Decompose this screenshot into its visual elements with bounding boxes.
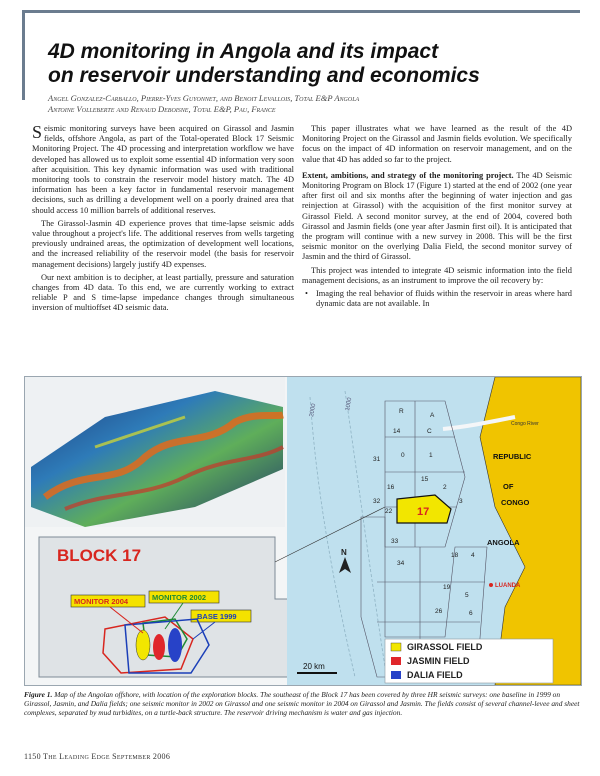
page-footer: 1150 The Leading Edge September 2006 xyxy=(24,752,171,761)
map-label-angola: ANGOLA xyxy=(487,538,520,547)
figure-caption xyxy=(24,690,580,717)
map-label-22: 22 xyxy=(385,508,393,515)
map-label-26: 26 xyxy=(435,608,443,615)
paragraph: Our next ambition is to decipher, at least partially, pressure and saturation changes from 4D data. To this end, we are currently working to extract reliable P and S time-lapse impedance changes through simultaneous inversion of multioffset 4D seismic data. xyxy=(32,272,294,313)
section-heading: Extent, ambitions, and strategy of the monitoring project. xyxy=(302,170,514,180)
map-label-18: 18 xyxy=(451,552,459,559)
monitor-2002-label: MONITOR 2002 xyxy=(152,593,207,602)
block-17-map-label: 17 xyxy=(417,506,430,518)
map-label-0: 0 xyxy=(401,452,405,459)
map-label-r: R xyxy=(399,408,404,415)
authors-line-2: Antoine Volleberte and Renaud Deboisne, Total E&P, Pau, France xyxy=(48,104,276,114)
map-label-c: C xyxy=(427,428,432,435)
map-label-19: 19 xyxy=(443,584,451,591)
map-label-a: A xyxy=(430,412,435,419)
drop-cap: S xyxy=(32,122,43,142)
map-label-31: 31 xyxy=(373,456,381,463)
paragraph: Seismic monitoring surveys have been acquired on Girassol and Jasmin fields, offshore Angola, as part of the Total-operated Block 17 Seismic Monitoring Project. The 4D processing and interpretation workflow we have developed has allowed us to exploit some essential 4D information very soon after acquisition. This key dynamic information was used with traditional monitoring tools to constrain the reservoir model history match. The 4D information has been a key factor in fundamental reservoir management decisions, such as drilling a development well on a poorly drained area that should access 10 million barrels of additional reserves. xyxy=(32,122,294,215)
scale-label: 20 km xyxy=(303,662,325,671)
paragraph: This paper illustrates what we have learned as the result of the 4D Monitoring Project on the Girassol and Jasmin fields evolution. We specifically focus on the impact of 4D information on reservoir management, and on the value that 4D has added so far to the project. xyxy=(302,124,572,164)
north-label: N xyxy=(341,548,347,557)
map-label-3: 3 xyxy=(459,498,463,505)
map-label-14: 14 xyxy=(393,428,401,435)
title-line-2: on reservoir understanding and economics xyxy=(48,64,480,87)
map-label-33: 33 xyxy=(391,538,399,545)
legend-label-dalia: DALIA FIELD xyxy=(407,670,463,680)
isobath-1000-label: 1000 xyxy=(345,397,354,412)
bullet-item: • Imaging the real behavior of fluids within the reservoir in areas where hard dynamic data are not available. In xyxy=(302,289,572,309)
legend-label-jasmin: JASMIN FIELD xyxy=(407,656,470,666)
map-label-5: 5 xyxy=(465,592,469,599)
girassol-field-shape xyxy=(136,630,150,660)
map-label-of: OF xyxy=(503,482,514,491)
block-17-label: BLOCK 17 xyxy=(57,546,142,565)
figure-1 xyxy=(24,376,582,686)
caption-text: Map of the Angolan offshore, with location of the exploration blocks. The southeast of the Block 17 has been covered by three HR seismic surveys: one baseline in 1999 on Girassol, Jasmin, and Dalia fields; one seismic monitor in 2002 on Girassol and one seismic monitor in 2004 on Girassol and Jasmin. The fields consist of several channel-levee and sheet complexes, separated by mud turbidites, on a turtle-back structure. The reservoir driving mechanism is water and gas injection. xyxy=(24,690,580,717)
map-label-republic: REPUBLIC xyxy=(493,452,532,461)
map-label-luanda: LUANDA xyxy=(495,583,521,589)
header-side-rule xyxy=(22,10,25,100)
isobath-2000-label: 2000 xyxy=(309,403,318,418)
legend-label-girassol: GIRASSOL FIELD xyxy=(407,642,483,652)
column-right xyxy=(302,124,572,312)
header-rule xyxy=(22,10,580,13)
luanda-marker xyxy=(489,583,493,587)
legend-swatch-dalia xyxy=(391,671,401,679)
caption-label: Figure 1. xyxy=(24,690,53,699)
figure-map-svg xyxy=(25,377,581,685)
map-label-1: 1 xyxy=(429,452,433,459)
column-left xyxy=(32,124,294,317)
monitor-2004-label: MONITOR 2004 xyxy=(74,597,129,606)
legend-swatch-jasmin xyxy=(391,657,401,665)
article-title xyxy=(48,40,568,88)
dalia-field-shape xyxy=(168,628,182,662)
congo-river-label: Congo River xyxy=(511,421,539,427)
map-label-4: 4 xyxy=(471,552,475,559)
paragraph: The Girassol-Jasmin 4D experience proves that time-lapse seismic adds value throughout a project's life. The additional reserves from wells targeting previously undrained areas, the optimization of development well locations, and the increased reliability of the reservoir model (the basis for reservoir management decisions) largely justify 4D expenses. xyxy=(32,218,294,269)
jasmin-field-shape xyxy=(153,634,165,660)
authors-line-1: Angel Gonzalez-Carballo, Pierre-Yves Guyonnet, and Benoit Levallois, Total E&P Angola xyxy=(48,93,360,103)
title-line-1: 4D monitoring in Angola and its impact xyxy=(48,40,439,63)
map-label-congo: CONGO xyxy=(501,498,530,507)
map-label-16: 16 xyxy=(387,484,395,491)
map-label-34: 34 xyxy=(397,560,405,567)
map-label-2: 2 xyxy=(443,484,447,491)
paragraph: This project was intended to integrate 4D seismic information into the field management decisions, as an instrument to improve the oil recovery by: xyxy=(302,265,572,285)
map-label-6: 6 xyxy=(469,610,473,617)
map-label-15: 15 xyxy=(421,476,429,483)
legend-swatch-girassol xyxy=(391,643,401,651)
base-1999-label: BASE 1999 xyxy=(197,612,237,621)
paragraph: Extent, ambitions, and strategy of the monitoring project. The 4D Seismic Monitoring Program on Block 17 (Figure 1) started at the end of 2002 (one year after first oil and six months after the beginning of water injection and gas reinjection at Girassol) with the acquisition of the first monitor survey at Girassol Field. A second monitor survey, at the end of 2004, covered both Girassol and Jasmin fields (one year after Jasmin first oil). It is anticipated that the program will continue with a new survey in 2008. This will be the first seismic monitor on the overlying Dalia Field, the second monitor survey of Jasmin and the third of Girassol. xyxy=(302,170,572,262)
map-label-32: 32 xyxy=(373,498,381,505)
